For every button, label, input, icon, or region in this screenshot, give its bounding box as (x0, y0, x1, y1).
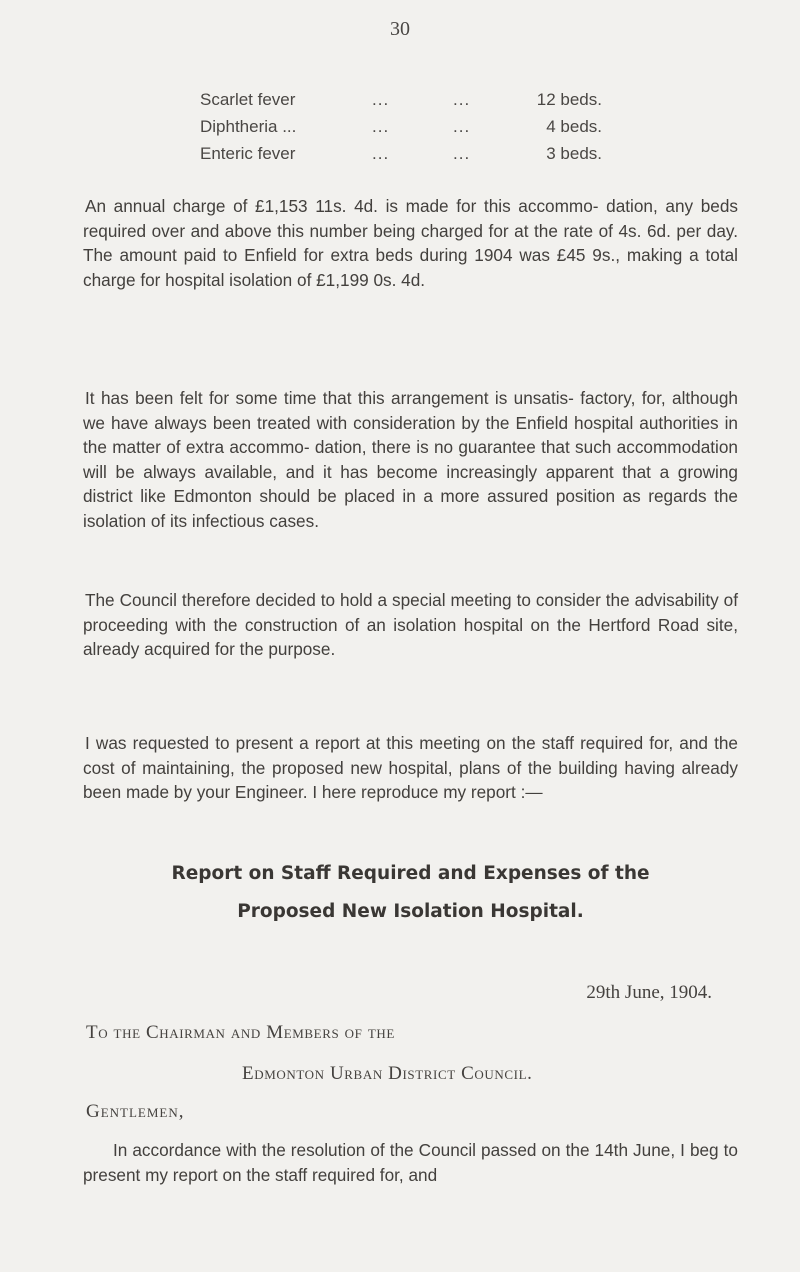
paragraph-annual-charge: An annual charge of £1,153 11s. 4d. is made for this accommo- dation, any beds required over and above this number being charged for at the rate of 4s. 6d. per day. The amount paid to Enfield for extra beds during 1904 was £45 9s., making a total charge for hospital isolation of £1,199 0s. 4d. (83, 196, 738, 290)
report-title-line: Proposed New Isolation Hospital. (237, 901, 584, 922)
bed-count: 3 beds. (546, 144, 602, 163)
beds-table (200, 86, 620, 167)
leader-dots: ... (372, 90, 390, 109)
leader-dots: ... (372, 144, 390, 163)
leader-dots: ... (453, 144, 471, 163)
report-date: 29th June, 1904. (586, 982, 712, 1003)
bed-count: 4 beds. (546, 117, 602, 136)
bed-row-enteric-fever (200, 140, 620, 167)
page-number: 30 (390, 18, 410, 40)
leader-dots: ... (453, 90, 471, 109)
paragraph-unsatisfactory-arrangement: It has been felt for some time that this arrangement is unsatis- factory, for, although we have always been treated with consideration by the Enfield hospital authorities in the matter of extra accommo- dation, there is no guarantee that such accommodation will be always available, and it has become increasingly apparent that a growing district like Edmonton should be placed in a more assured position as regards the isolation of its infectious cases. (83, 388, 738, 531)
leader-dots: ... (372, 117, 390, 136)
bed-row-diphtheria (200, 113, 620, 140)
paragraph-report-body: In accordance with the resolution of the Council passed on the 14th June, I beg to present my report on the staff required for, and (83, 1140, 738, 1185)
report-title-line: Report on Staff Required and Expenses of the (171, 863, 650, 884)
bed-disease: Scarlet fever (200, 90, 296, 109)
paragraph-council-decision: The Council therefore decided to hold a special meeting to consider the advisability of proceeding with the construction of an isolation hospital on the Hertford Road site, already acquired for the purpose. (83, 590, 738, 660)
bed-row-scarlet-fever (200, 86, 620, 113)
report-title (83, 855, 738, 931)
paragraph-report-request: I was requested to present a report at this meeting on the staff required for, and the cost of maintaining, the proposed new hospital, plans of the building having already been made by your Engineer. I here reproduce my report :— (83, 733, 738, 803)
bed-count: 12 beds. (536, 90, 602, 109)
bed-disease: Enteric fever (200, 144, 296, 163)
addressee-line: To the Chairman and Members of the (86, 1022, 395, 1043)
bed-disease: Diphtheria ... (200, 117, 297, 136)
leader-dots: ... (453, 117, 471, 136)
addressee-line: Edmonton Urban District Council. (242, 1063, 533, 1084)
salutation: Gentlemen, (86, 1101, 185, 1122)
